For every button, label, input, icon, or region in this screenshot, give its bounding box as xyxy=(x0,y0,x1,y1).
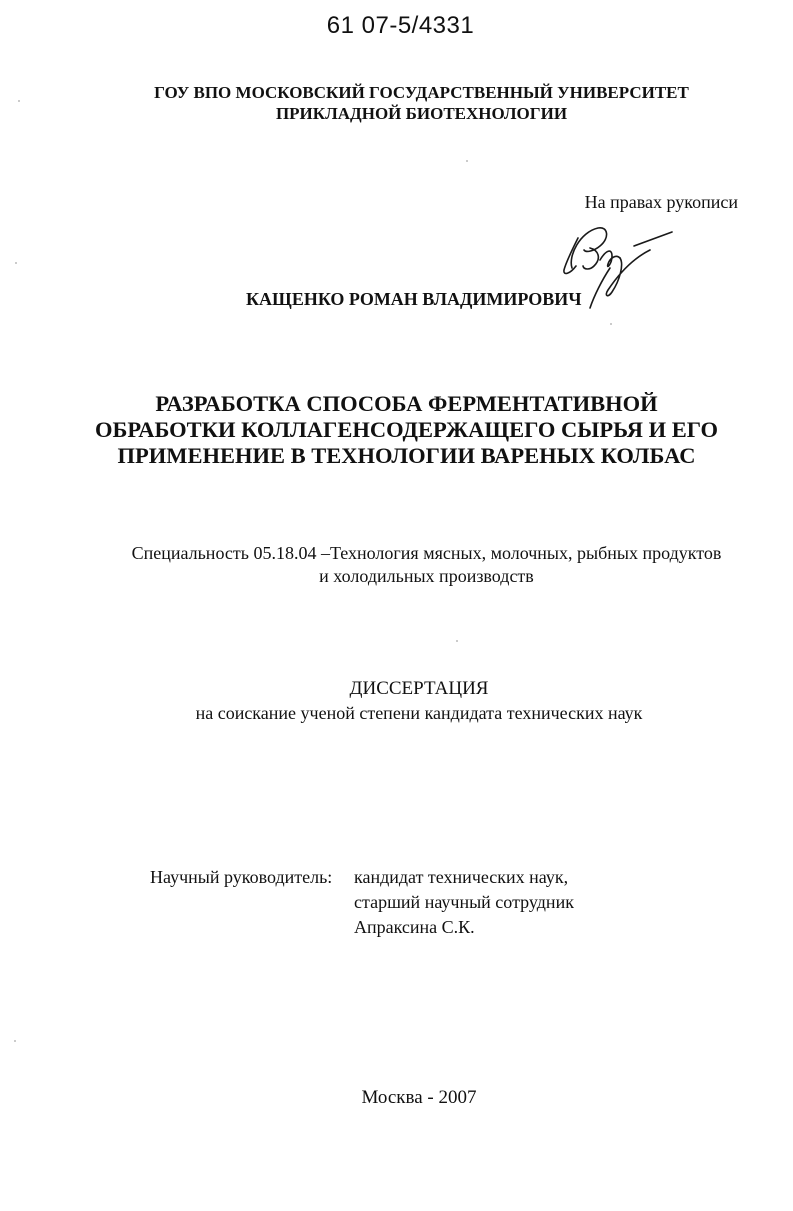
supervisor-label: Научный руководитель: xyxy=(150,867,333,887)
university-line-1: ГОУ ВПО МОСКОВСКИЙ ГОСУДАРСТВЕННЫЙ УНИВЕРСИТЕТ xyxy=(154,83,689,102)
city-year: Москва - 2007 xyxy=(361,1087,477,1108)
document-type: ДИССЕРТАЦИЯ xyxy=(349,678,489,699)
specialty-line-2: и холодильных производств xyxy=(319,566,534,586)
supervisor-degree: кандидат технических наук, xyxy=(354,867,569,887)
author-name: КАЩЕНКО РОМАН ВЛАДИМИРОВИЧ xyxy=(246,289,582,309)
thesis-title-line-2: ОБРАБОТКИ КОЛЛАГЕНСОДЕРЖАЩЕГО СЫРЬЯ И ЕГО xyxy=(94,417,719,442)
specialty-line-1: Специальность 05.18.04 –Технология мясных, молочных, рыбных продуктов xyxy=(131,543,722,563)
scan-speck xyxy=(15,262,17,264)
thesis-title-line-1: РАЗРАБОТКА СПОСОБА ФЕРМЕНТАТИВНОЙ xyxy=(155,391,658,416)
scan-speck xyxy=(610,323,612,325)
rights-note: На правах рукописи xyxy=(584,192,738,212)
thesis-title-line-3: ПРИМЕНЕНИЕ В ТЕХНОЛОГИИ ВАРЕНЫХ КОЛБАС xyxy=(117,443,696,468)
document-purpose: на соискание ученой степени кандидата технических наук xyxy=(195,703,643,723)
thesis-title xyxy=(0,391,793,469)
supervisor-details xyxy=(354,865,574,940)
scan-speck xyxy=(456,640,458,642)
scan-speck xyxy=(14,1040,16,1042)
university-line-2: ПРИКЛАДНОЙ БИОТЕХНОЛОГИИ xyxy=(275,104,568,123)
specialty xyxy=(0,542,793,588)
university-name xyxy=(0,82,793,124)
supervisor-position: старший научный сотрудник xyxy=(354,892,574,912)
scan-speck xyxy=(18,100,20,102)
archive-number: 61 07-5/4331 xyxy=(326,12,475,39)
supervisor-name: Апраксина С.К. xyxy=(354,917,475,937)
scan-speck xyxy=(466,160,468,162)
